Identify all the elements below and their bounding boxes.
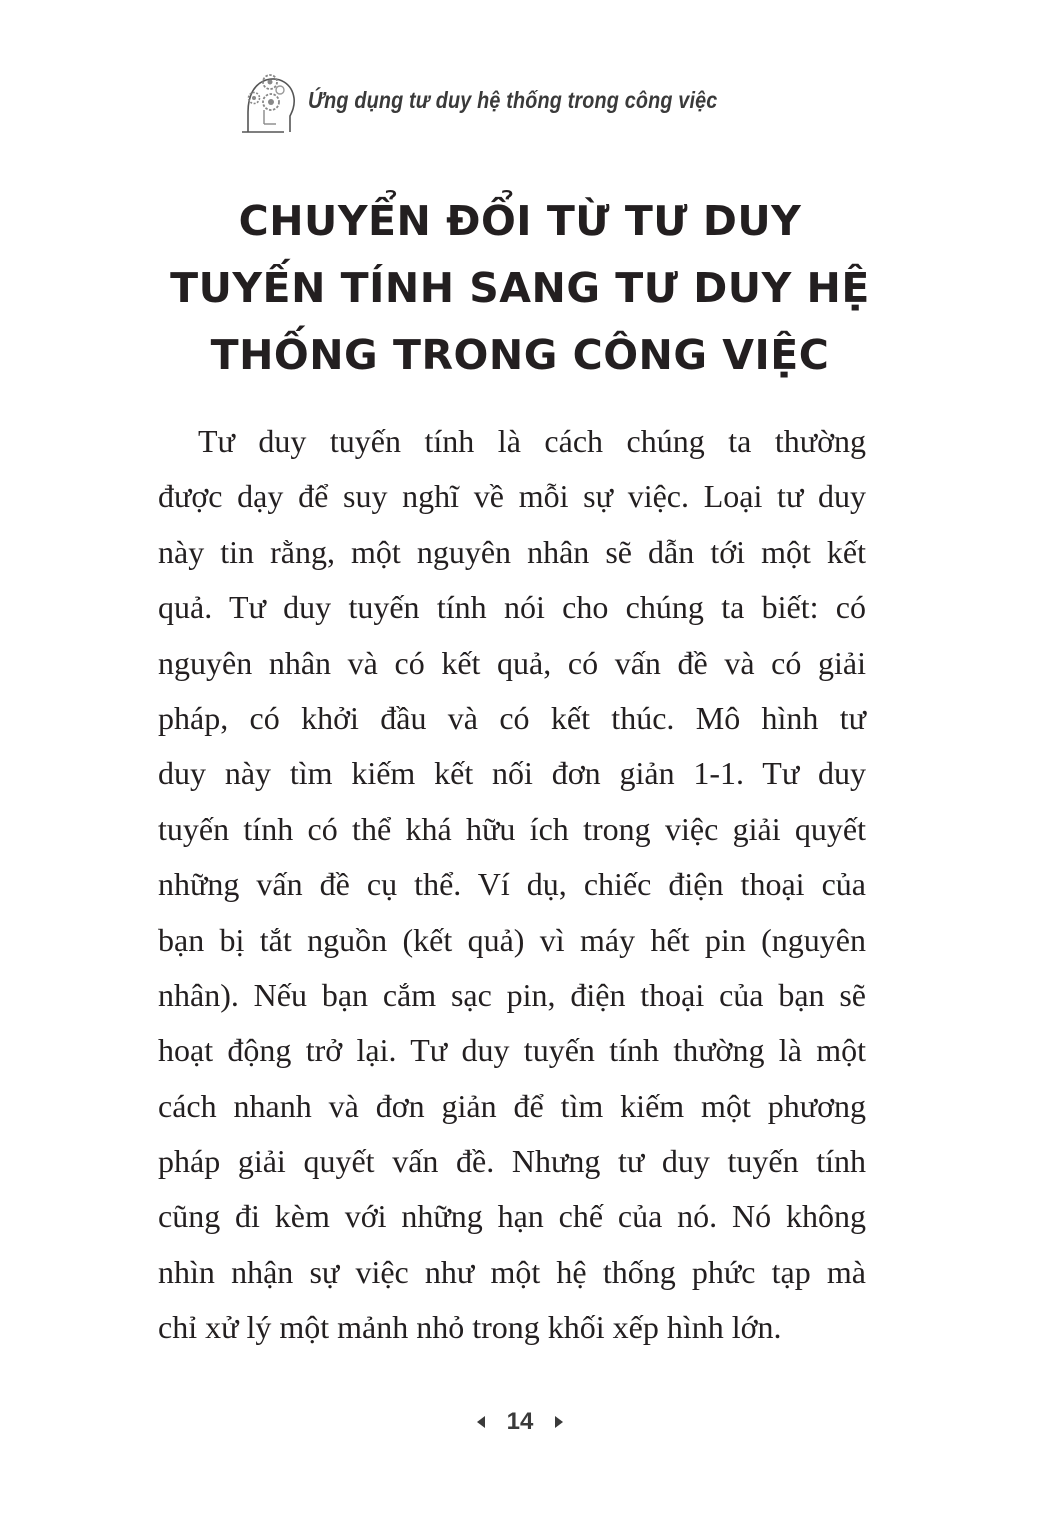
paragraph-line: hoạt động trở lại. Tư duy tuyến tính thường là một xyxy=(158,1032,866,1069)
chapter-title xyxy=(90,188,950,389)
paragraph-line: Tư duy tuyến tính là cách chúng ta thường xyxy=(198,423,866,459)
paragraph-line: nguyên nhân và có kết quả, có vấn đề và có giải xyxy=(158,644,866,681)
paragraph-line: được dạy để suy nghĩ về mỗi sự việc. Loại tư duy xyxy=(158,478,866,515)
triangle-left-icon xyxy=(475,1414,487,1430)
body-paragraph xyxy=(158,414,866,1356)
paragraph-line: tuyến tính có thể khá hữu ích trong việc giải quyết xyxy=(158,810,866,847)
chapter-title-line: TUYẾN TÍNH SANG TƯ DUY HỆ xyxy=(170,264,870,312)
paragraph-line: duy này tìm kiếm kết nối đơn giản 1-1. Tư duy xyxy=(158,755,866,792)
page-footer xyxy=(0,1408,1040,1436)
chapter-title-line: CHUYỂN ĐỔI TỪ TƯ DUY xyxy=(238,197,802,245)
page-number: 14 xyxy=(506,1408,534,1435)
running-title: Ứng dụng tư duy hệ thống trong công việc xyxy=(308,86,718,113)
paragraph-line: bạn bị tắt nguồn (kết quả) vì máy hết pin (nguyên xyxy=(158,921,866,958)
chapter-title-line: THỐNG TRONG CÔNG VIỆC xyxy=(210,331,830,379)
paragraph-line: này tin rằng, một nguyên nhân sẽ dẫn tới một kết xyxy=(158,533,866,570)
gears-head-icon xyxy=(240,68,298,138)
paragraph-line: cũng đi kèm với những hạn chế của nó. Nó không xyxy=(158,1198,866,1235)
paragraph-line: cách nhanh và đơn giản để tìm kiếm một phương xyxy=(158,1087,866,1124)
triangle-right-icon xyxy=(553,1414,565,1430)
paragraph-line: nhìn nhận sự việc như một hệ thống phức tạp mà xyxy=(158,1253,866,1290)
paragraph-line: pháp, có khởi đầu và có kết thúc. Mô hình tư xyxy=(158,699,866,736)
paragraph-line: chỉ xử lý một mảnh nhỏ trong khối xếp hình lớn. xyxy=(158,1309,782,1346)
paragraph-line: pháp giải quyết vấn đề. Nhưng tư duy tuyến tính xyxy=(158,1143,866,1180)
running-header xyxy=(240,68,784,138)
paragraph-line: quả. Tư duy tuyến tính nói cho chúng ta biết: có xyxy=(158,589,866,626)
paragraph-line: nhân). Nếu bạn cắm sạc pin, điện thoại của bạn sẽ xyxy=(158,976,866,1013)
paragraph-line: những vấn đề cụ thể. Ví dụ, chiếc điện thoại của xyxy=(158,866,866,903)
